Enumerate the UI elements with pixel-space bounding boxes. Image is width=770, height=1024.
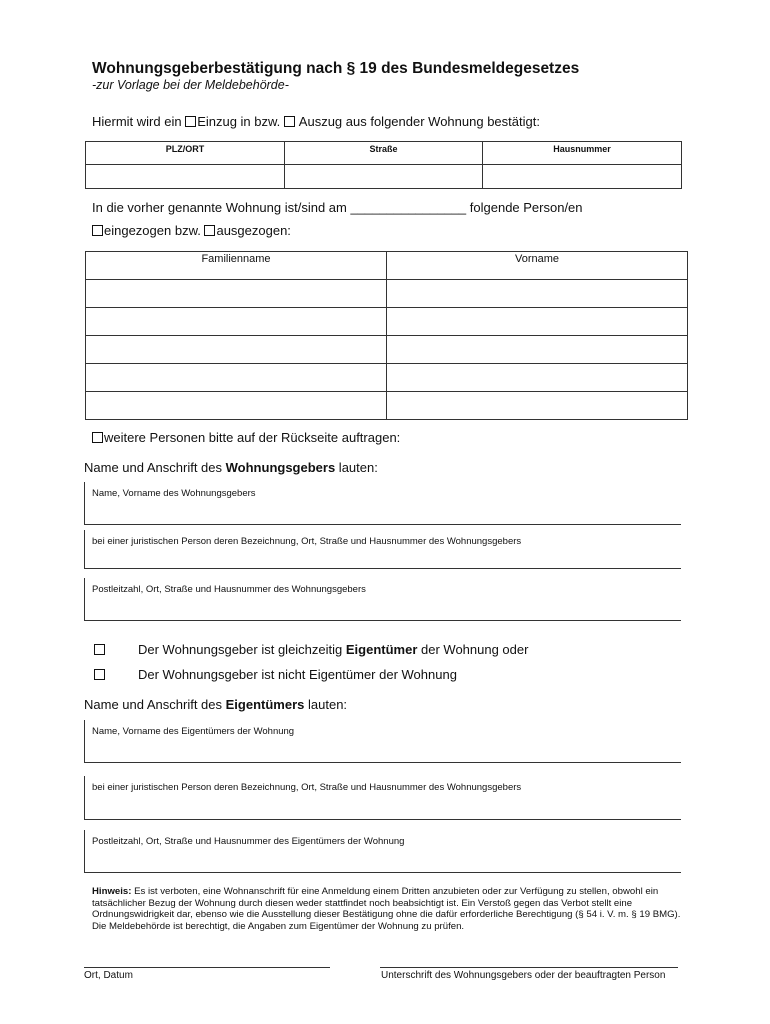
owner-option-1-prefix: Der Wohnungsgeber ist gleichzeitig bbox=[138, 642, 346, 657]
more-persons-checkbox[interactable] bbox=[92, 432, 103, 443]
auszug-checkbox[interactable] bbox=[284, 116, 295, 127]
landlord-heading-prefix: Name und Anschrift des bbox=[84, 460, 226, 475]
landlord-heading-bold: Wohnungsgebers bbox=[225, 460, 336, 475]
owner-option-2-label: Der Wohnungsgeber ist nicht Eigentümer der Wohnung bbox=[138, 667, 457, 682]
familienname-cell[interactable] bbox=[86, 336, 387, 364]
owner-address-field[interactable] bbox=[84, 830, 681, 873]
page-subtitle: -zur Vorlage bei der Meldebehörde- bbox=[92, 78, 289, 92]
table-row bbox=[86, 280, 688, 308]
field-label: Name, Vorname des Wohnungsgebers bbox=[92, 488, 256, 499]
vorname-cell[interactable] bbox=[387, 392, 688, 420]
familienname-cell[interactable] bbox=[86, 364, 387, 392]
vorname-cell[interactable] bbox=[387, 364, 688, 392]
persons-table bbox=[85, 251, 688, 420]
owner-heading-bold: Eigentümers bbox=[225, 697, 305, 712]
more-persons-label: weitere Personen bitte auf der Rückseite auftragen: bbox=[104, 430, 401, 445]
familienname-cell[interactable] bbox=[86, 280, 387, 308]
owner-option-1-label bbox=[138, 642, 528, 657]
signature-line[interactable] bbox=[380, 967, 678, 968]
header-plz-ort: PLZ/ORT bbox=[86, 142, 285, 165]
owner-legal-entity-field[interactable] bbox=[84, 776, 681, 820]
familienname-cell[interactable] bbox=[86, 308, 387, 336]
vorname-cell[interactable] bbox=[387, 308, 688, 336]
field-label: Name, Vorname des Eigentümers der Wohnung bbox=[92, 726, 295, 737]
owner-option-1-suffix: der Wohnung oder bbox=[417, 642, 529, 657]
hint-label: Hinweis: bbox=[92, 886, 132, 897]
owner-option-1-bold: Eigentümer bbox=[345, 642, 418, 657]
header-vorname: Vorname bbox=[387, 252, 688, 280]
not-owner-checkbox[interactable] bbox=[94, 669, 105, 680]
landlord-address-field[interactable] bbox=[84, 578, 681, 621]
owner-option-2 bbox=[94, 667, 106, 682]
owner-heading-suffix: lauten: bbox=[304, 697, 348, 712]
confirm-line bbox=[92, 114, 540, 129]
place-date-line[interactable] bbox=[84, 967, 330, 968]
address-table-header bbox=[86, 142, 682, 165]
field-label: Postleitzahl, Ort, Straße und Hausnummer des Eigentümers der Wohnung bbox=[92, 836, 405, 847]
owner-option-1 bbox=[94, 642, 106, 657]
familienname-cell[interactable] bbox=[86, 392, 387, 420]
einzug-label: Einzug in bzw. bbox=[197, 114, 284, 129]
strasse-cell[interactable] bbox=[285, 165, 483, 189]
place-date-label: Ort, Datum bbox=[84, 970, 133, 981]
moved-options-line bbox=[92, 223, 291, 238]
field-label: Postleitzahl, Ort, Straße und Hausnummer des Wohnungsgebers bbox=[92, 584, 366, 595]
header-strasse: Straße bbox=[285, 142, 483, 165]
persons-table-header bbox=[86, 252, 688, 280]
table-row bbox=[86, 392, 688, 420]
moved-date-line: In die vorher genannte Wohnung ist/sind am ________________ folgende Person/en bbox=[92, 200, 583, 215]
hint-text: Es ist verboten, eine Wohnanschrift für eine Anmeldung einem Dritten anzubieten oder zur Verfügung zu stellen, obwohl ein tatsächlicher Bezug der Wohnung durch diesen weder stattfindet noch beabsichtigt ist. Ein Verstoß gegen das Verbot stellt eine Ordnungswidrigkeit dar, ebenso wie die Ausstellung dieser Bestätigung ohne die dafür erforderliche Berechtigung (§ 54 i. V. m. § 19 BMG). Die Meldebehörde ist berechtigt, die Angaben zum Eigentümer der Wohnung zu prüfen. bbox=[92, 886, 681, 932]
ausgezogen-checkbox[interactable] bbox=[204, 225, 215, 236]
legal-hint bbox=[92, 886, 682, 932]
address-table-row bbox=[86, 165, 682, 189]
eingezogen-checkbox[interactable] bbox=[92, 225, 103, 236]
vorname-cell[interactable] bbox=[387, 280, 688, 308]
landlord-heading bbox=[84, 460, 378, 475]
field-label: bei einer juristischen Person deren Bezeichnung, Ort, Straße und Hausnummer des Wohnungsgebers bbox=[92, 782, 522, 793]
vorname-cell[interactable] bbox=[387, 336, 688, 364]
table-row bbox=[86, 364, 688, 392]
auszug-label: Auszug aus folgender Wohnung bestätigt: bbox=[295, 114, 540, 129]
header-hausnummer: Hausnummer bbox=[483, 142, 682, 165]
address-table bbox=[85, 141, 682, 189]
landlord-name-field[interactable] bbox=[84, 482, 681, 525]
header-familienname: Familienname bbox=[86, 252, 387, 280]
field-label: bei einer juristischen Person deren Bezeichnung, Ort, Straße und Hausnummer des Wohnungsgebers bbox=[92, 536, 522, 547]
plz-ort-cell[interactable] bbox=[86, 165, 285, 189]
owner-name-field[interactable] bbox=[84, 720, 681, 763]
confirm-prefix: Hiermit wird ein bbox=[92, 114, 186, 129]
owner-heading-prefix: Name und Anschrift des bbox=[84, 697, 226, 712]
table-row bbox=[86, 308, 688, 336]
signature-label: Unterschrift des Wohnungsgebers oder der beauftragten Person bbox=[381, 970, 666, 981]
einzug-checkbox[interactable] bbox=[185, 116, 196, 127]
owner-heading bbox=[84, 697, 347, 712]
table-row bbox=[86, 336, 688, 364]
more-persons-line bbox=[92, 430, 400, 445]
landlord-heading-suffix: lauten: bbox=[335, 460, 378, 475]
ausgezogen-label: ausgezogen: bbox=[216, 223, 291, 238]
hausnummer-cell[interactable] bbox=[483, 165, 682, 189]
eingezogen-label: eingezogen bzw. bbox=[104, 223, 205, 238]
page-title: Wohnungsgeberbestätigung nach § 19 des Bundesmeldegesetzes bbox=[92, 60, 580, 77]
is-owner-checkbox[interactable] bbox=[94, 644, 105, 655]
landlord-legal-entity-field[interactable] bbox=[84, 530, 681, 569]
